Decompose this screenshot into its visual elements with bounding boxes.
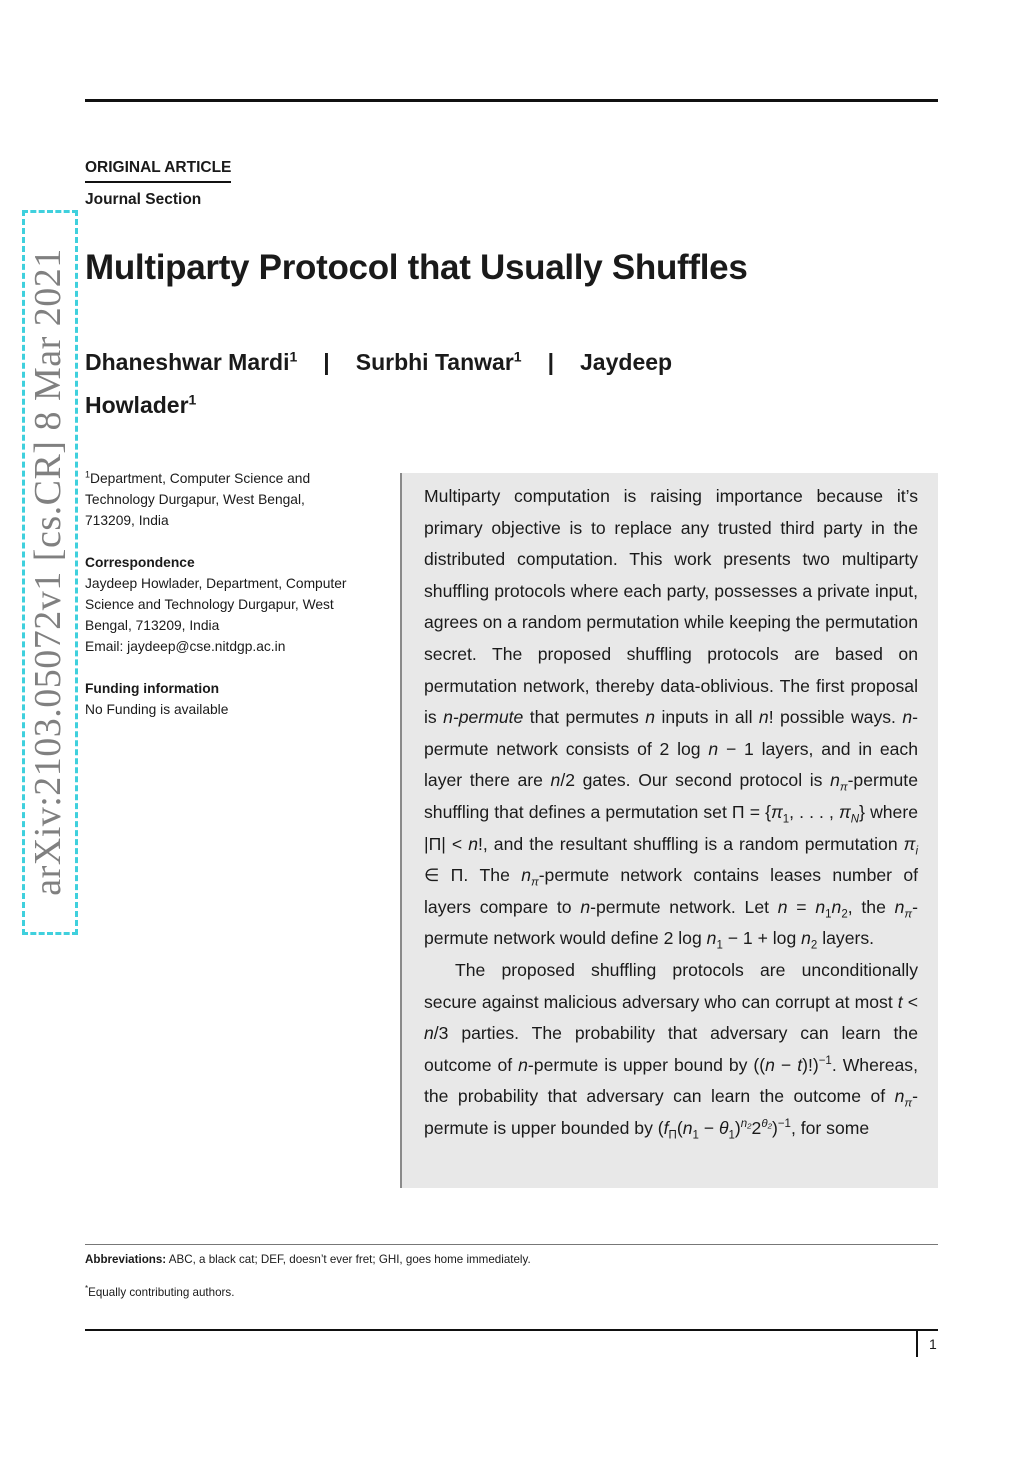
- affiliation-mark: 1: [188, 391, 197, 408]
- abbreviations-note: [85, 1253, 531, 1266]
- correspondence-block: [85, 552, 377, 657]
- funding-text: No Funding is available: [85, 702, 229, 717]
- footnote-text: Equally contributing authors.: [88, 1285, 235, 1299]
- author-name-last: Howlader: [85, 392, 189, 418]
- correspondence-line: Science and Technology Durgapur, West: [85, 597, 334, 612]
- affiliation-mark: 1: [513, 348, 522, 365]
- funding-block: [85, 678, 377, 720]
- author-name-first: Jaydeep: [580, 349, 673, 375]
- footer-rule: [85, 1329, 938, 1331]
- correspondence-line: Jaydeep Howlader, Department, Computer: [85, 576, 347, 591]
- abstract-box: [400, 473, 938, 1188]
- abstract-paragraph-1: Multiparty computation is raising importance because it’s primary objective is to replace any trusted third party in the distributed computation. This work presents two multiparty shuffling protocols where each party, possesses a private input, agrees on a random permutation while keeping the permutation secret. The proposed shuffling protocols are based on permutation network, thereby data-oblivious. The first proposal is n-permute that permutes n inputs in all n! possible ways. n-permute network consists of 2 log n − 1 layers, and in each layer there are n/2 gates. Our second protocol is $n_\pi$-permute shuffling that defines a permutation set $\Pi = \{\pi_1$, . . . , $\pi_N$} where |Π| < n!, and the resultant shuffling is a random permutation $\pi_i$ ∈ Π. The $n_\pi$-permute network contains leases number of layers compare to n-permute network. Let $n = n_1n_2$, the $n_\pi$-permute network would define 2 $\log n_1 - 1 + \log n_2$ layers.: [424, 486, 919, 952]
- affiliation-line: Technology Durgapur, West Bengal,: [85, 492, 305, 507]
- arxiv-stamp[interactable]: arXiv:2103.05072v1 [cs.CR] 8 Mar 2021: [27, 248, 69, 896]
- abstract-paragraph-2: The proposed shuffling protocols are unconditionally secure against malicious adversary who can corrupt at most t < n/3 parties. The probability that adversary can learn the outcome of n-permute is upper bound by $((n - t)!)^{-1}$. Whereas, the probability that adversary can learn the outcome of $n_\pi$-permute is upper bounded by $(f_\Pi(n_1 - \theta_1)^{n_2}2^{\theta_2})^{-1}$, for some: [424, 959, 918, 1142]
- abbreviations-label: Abbreviations:: [85, 1253, 167, 1266]
- affiliation-line: Department, Computer Science and: [90, 471, 311, 486]
- paper-title: Multiparty Protocol that Usually Shuffles: [85, 248, 748, 287]
- article-type: ORIGINAL ARTICLE: [85, 159, 231, 183]
- affiliation-block: [85, 468, 377, 531]
- footnote-rule: [85, 1244, 938, 1245]
- author-name: Dhaneshwar Mardi: [85, 349, 290, 375]
- page-number-tick: [916, 1329, 918, 1357]
- affiliation-mark: 1: [85, 469, 91, 480]
- affiliation-mark: 1: [289, 348, 298, 365]
- correspondence-heading: Correspondence: [85, 555, 195, 570]
- math-n-permute: n-permute: [443, 707, 524, 728]
- footnote-mark: *: [85, 1284, 89, 1293]
- page-number: 1: [929, 1336, 937, 1352]
- abbreviations-text: ABC, a black cat; DEF, doesn’t ever fret; GHI, goes home immediately.: [166, 1253, 531, 1266]
- header-rule: [85, 99, 938, 102]
- author-name: Surbhi Tanwar: [355, 349, 514, 375]
- funding-heading: Funding information: [85, 681, 220, 696]
- author-list: [85, 341, 725, 427]
- journal-section: Journal Section: [85, 191, 202, 208]
- metadata-sidebar: [85, 468, 377, 741]
- correspondence-email[interactable]: Email: jaydeep@cse.nitdgp.ac.in: [85, 639, 286, 654]
- footnote: [85, 1284, 234, 1299]
- author-separator: |: [547, 349, 555, 375]
- correspondence-line: Bengal, 713209, India: [85, 618, 220, 633]
- affiliation-line: 713209, India: [85, 513, 169, 528]
- author-separator: |: [323, 349, 330, 375]
